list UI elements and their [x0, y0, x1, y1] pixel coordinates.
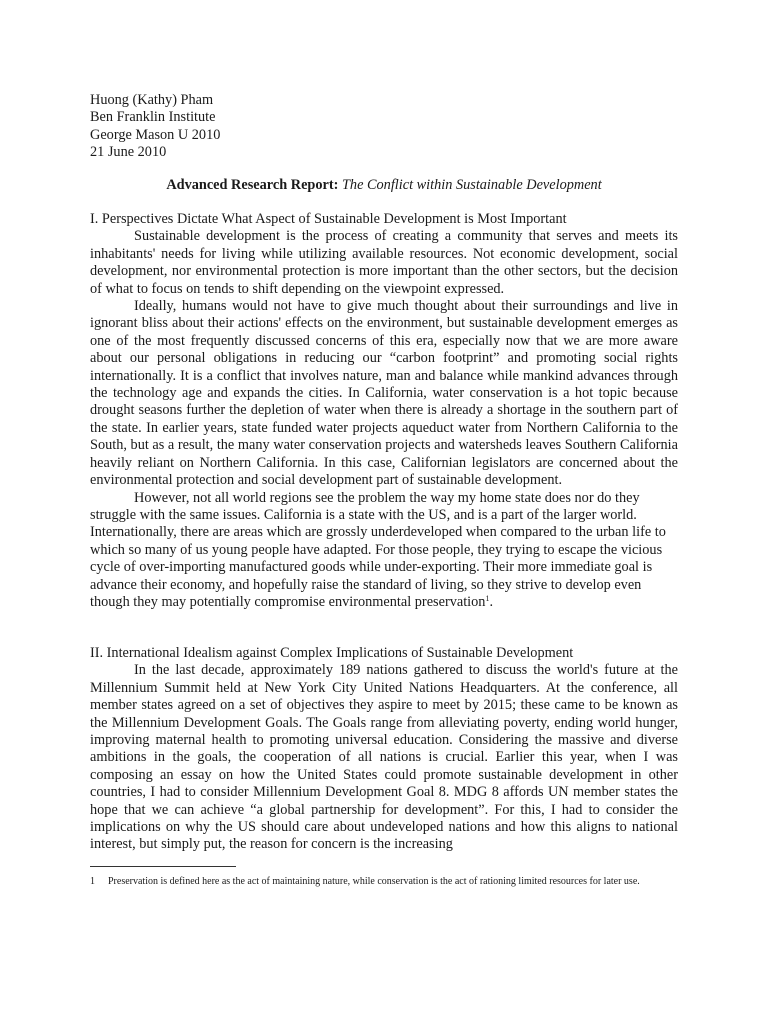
footnote-divider: [90, 866, 236, 867]
section-2: [90, 645, 678, 854]
document-date: 21 June 2010: [90, 144, 167, 161]
author-name: Huong (Kathy) Pham: [90, 92, 214, 108]
section-1-paragraph-3: [90, 490, 678, 612]
author-header: [90, 92, 220, 162]
footnote-text: Preservation is defined here as the act of maintaining nature, while conservation is the act of rationing limited resources for later use.: [108, 876, 640, 887]
section-1-heading: I. Perspectives Dictate What Aspect of Sustainable Development is Most Important: [90, 211, 567, 227]
section-1: [90, 211, 678, 611]
title-bold: Advanced Research Report:: [166, 177, 339, 193]
title-italic: The Conflict within Sustainable Development: [341, 177, 602, 193]
institute-name: Ben Franklin Institute: [90, 109, 216, 126]
footnote: [90, 875, 680, 889]
section-2-paragraph-1: In the last decade, approximately 189 nations gathered to discuss the world's future at the Millennium Summit held at New York City United Nations Headquarters. At the conference, all member states agreed on a set of objectives they aspire to meet by 2015; these came to be known as the Millennium Development Goals. The Goals range from alleviating poverty, ending world hunger, improving maternal health to promoting universal education. Considering the massive and diverse ambitions in the goals, the cooperation of all nations is crucial. Earlier this year, when I was composing an essay on how the United States could promote sustainable development in other countries, I had to consider Millennium Development Goal 8. MDG 8 affords UN member states the hope that we can achieve “a global partnership for development”. For this, I had to consider the implications on why the US should care about undeveloped nations and how this aligns to national interest, but simply put, the reason for concern is the increasing: [90, 662, 678, 853]
footnote-number: 1: [90, 876, 95, 887]
section-2-heading: II. International Idealism against Complex Implications of Sustainable Development: [90, 645, 574, 661]
section-1-paragraph-3-end: .: [489, 593, 494, 610]
footnote-reference[interactable]: 1: [485, 593, 490, 603]
section-1-paragraph-2: Ideally, humans would not have to give much thought about their surroundings and live in ignorant bliss about their actions' effects on the environment, but sustainable development emerges as one of the most frequently discussed concerns of this era, especially now that we are more aware about our personal obligations in reducing our “carbon footprint” and promoting social rights internationally. It is a conflict that involves nature, man and balance while mankind advances through the technology age and expands the cities. In California, water conservation is a hot topic because drought seasons further the depletion of water when there is already a shortage in the southern part of the state. In earlier years, state funded water projects aqueduct water from Northern California to the South, but as a result, the many water conservation projects and watersheds leaves Southern California heavily reliant on Northern California. In this case, Californian legislators are concerned about the environmental protection and social development part of sustainable development.: [90, 298, 678, 489]
section-1-paragraph-1: Sustainable development is the process of creating a community that serves and meets its inhabitants' needs for living while utilizing available resources. Not economic development, social development, nor environmental protection is more important than the other sectors, but the decision of what to focus on tends to shift depending on the viewpoint expressed.: [90, 228, 678, 297]
document-title: [0, 177, 768, 194]
school-name: George Mason U 2010: [90, 126, 221, 143]
section-1-paragraph-3-text: However, not all world regions see the problem the way my home state does nor do they struggle with the same issues. California is a state with the US, and is a part of the larger world. Internationally, there are areas which are grossly underdeveloped when compared to the urban life to which so many of us young people have adapted. For those people, they trying to escape the vicious cycle of over-importing manufactured goods while under-exporting. Their more immediate goal is advance their economy, and hopefully raise the standard of living, so they strive to develop even though they may potentially compromise environmental preservation: [90, 489, 666, 610]
